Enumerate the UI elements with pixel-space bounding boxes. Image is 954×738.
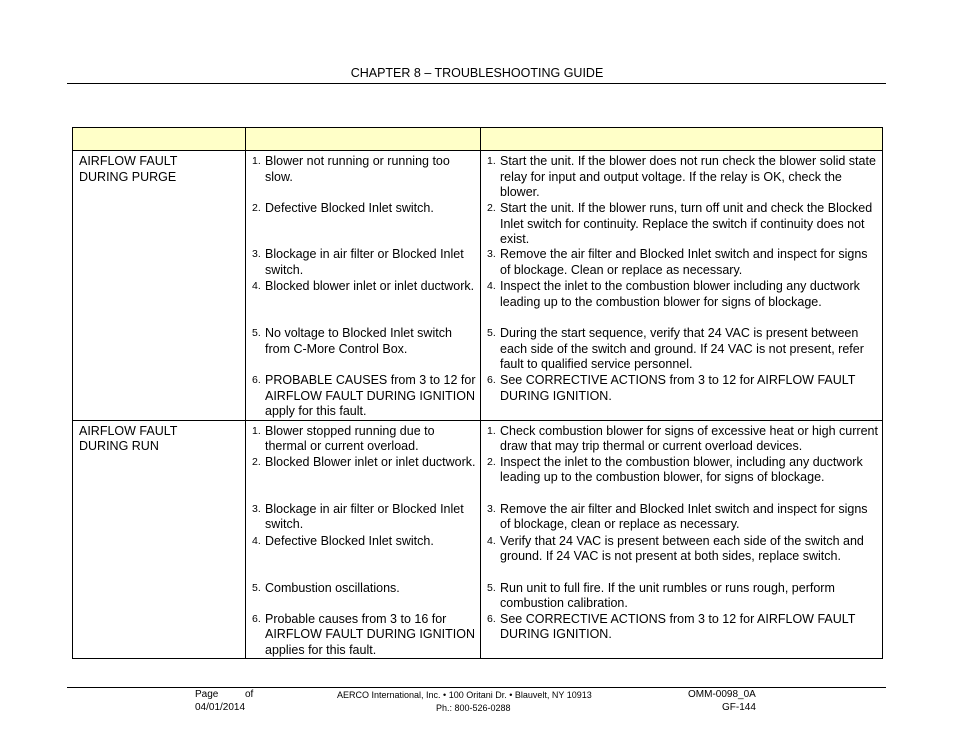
item-text: During the start sequence, verify that 24 VAC is present between each side of the switch and ground. If 24 VAC is not present, refer fault to qualified service personnel. xyxy=(500,326,864,371)
item-text: Defective Blocked Inlet switch. xyxy=(265,533,434,548)
item-number: 2. xyxy=(252,202,261,214)
footer-doc-code: GF-144 xyxy=(722,702,756,713)
item-number: 4. xyxy=(252,534,261,547)
item-number: 2. xyxy=(487,455,496,468)
footer-page-label: Page xyxy=(195,689,219,700)
item-number: 3. xyxy=(487,502,496,515)
footer-of-label: of xyxy=(245,689,254,700)
item-text: Start the unit. If the blower runs, turn off unit and check the Blocked Inlet switch for continuity. Replace the switch if continuity does not exist. xyxy=(500,201,873,246)
action-item xyxy=(487,247,878,278)
footer-date: 04/01/2014 xyxy=(195,702,246,713)
corrective-actions-cell xyxy=(481,420,883,659)
cause-item xyxy=(252,326,476,373)
footer-phone: Ph.: 800-526-0288 xyxy=(436,703,511,713)
item-number: 4. xyxy=(487,534,496,547)
action-item xyxy=(487,455,878,502)
cause-item xyxy=(252,373,476,420)
item-text: Run unit to full fire. If the unit rumbles or runs rough, perform combustion calibration. xyxy=(500,580,835,610)
cause-item xyxy=(252,581,476,612)
action-item xyxy=(487,612,878,643)
item-number: 6. xyxy=(252,612,261,625)
item-text: Start the unit. If the blower does not run check the blower solid state relay for input and output voltage. If the relay is OK, check the blower. xyxy=(500,154,876,199)
item-text: Blockage in air filter or Blocked Inlet switch. xyxy=(265,247,464,277)
fault-name-line: AIRFLOW FAULT xyxy=(79,423,178,438)
cause-item xyxy=(252,612,476,659)
item-number: 1. xyxy=(252,424,261,437)
item-number: 3. xyxy=(252,248,261,260)
cause-item xyxy=(252,424,476,455)
item-text: Blockage in air filter or Blocked Inlet switch. xyxy=(265,501,464,531)
action-item xyxy=(487,279,878,326)
fault-cell xyxy=(73,151,246,421)
item-text: Verify that 24 VAC is present between each side of the switch and ground. If 24 VAC is not present at both sides, replace switch. xyxy=(500,533,864,563)
item-text: No voltage to Blocked Inlet switch from C-More Control Box. xyxy=(265,326,452,356)
troubleshooting-table xyxy=(72,127,883,659)
item-number: 2. xyxy=(487,202,496,214)
table-row xyxy=(73,151,883,421)
cause-item xyxy=(252,502,476,533)
item-number: 5. xyxy=(487,327,496,339)
item-text: Inspect the inlet to the combustion blower, including any ductwork leading up to the combustion blower, for signs of blockage. xyxy=(500,454,863,484)
item-text: Check combustion blower for signs of excessive heat or high current draw that may trip thermal or current overload devices. xyxy=(500,423,878,453)
cause-item xyxy=(252,534,476,581)
item-text: Inspect the inlet to the combustion blower including any ductwork leading up to the combustion blower for signs of blockage. xyxy=(500,279,860,309)
item-number: 6. xyxy=(487,374,496,386)
action-item xyxy=(487,373,878,404)
item-number: 5. xyxy=(252,581,261,594)
action-item xyxy=(487,201,878,247)
table-row xyxy=(73,420,883,659)
item-number: 5. xyxy=(487,581,496,594)
item-text: Combustion oscillations. xyxy=(265,580,400,595)
item-text: Blocked Blower inlet or inlet ductwork. xyxy=(265,454,476,469)
header-cell-causes xyxy=(246,128,481,151)
item-text: Remove the air filter and Blocked Inlet switch and inspect for signs of blockage. Clean or replace as necessary. xyxy=(500,247,868,277)
footer-doc-number: OMM-0098_0A xyxy=(688,689,756,700)
item-text: Blocked blower inlet or inlet ductwork. xyxy=(265,279,475,293)
item-number: 4. xyxy=(252,280,261,292)
item-text: Defective Blocked Inlet switch. xyxy=(265,201,434,215)
page-header-title: CHAPTER 8 – TROUBLESHOOTING GUIDE xyxy=(350,66,604,80)
item-number: 4. xyxy=(487,280,496,292)
item-number: 1. xyxy=(487,424,496,437)
action-item xyxy=(487,534,878,581)
corrective-actions-cell xyxy=(481,151,883,421)
cause-item xyxy=(252,247,476,278)
item-number: 2. xyxy=(252,455,261,468)
footer-company-address: AERCO International, Inc. • 100 Oritani Dr. • Blauvelt, NY 10913 xyxy=(337,690,592,700)
item-text: PROBABLE CAUSES from 3 to 12 for AIRFLOW FAULT DURING IGNITION apply for this fault. xyxy=(265,373,476,418)
fault-cell xyxy=(73,420,246,659)
fault-name-line: DURING PURGE xyxy=(79,169,177,184)
item-number: 6. xyxy=(487,612,496,625)
cause-item xyxy=(252,201,476,247)
item-text: See CORRECTIVE ACTIONS from 3 to 12 for AIRFLOW FAULT DURING IGNITION. xyxy=(500,373,856,403)
action-item xyxy=(487,581,878,612)
cause-item xyxy=(252,154,476,185)
footer-divider xyxy=(67,687,886,688)
action-item xyxy=(487,502,878,533)
header-cell-fault xyxy=(73,128,246,151)
item-number: 6. xyxy=(252,374,261,386)
cause-item xyxy=(252,455,476,502)
item-text: See CORRECTIVE ACTIONS from 3 to 12 for AIRFLOW FAULT DURING IGNITION. xyxy=(500,611,856,641)
item-text: Blower stopped running due to thermal or current overload. xyxy=(265,423,435,453)
table-header-row xyxy=(73,128,883,151)
fault-name-line: DURING RUN xyxy=(79,439,159,453)
cause-item xyxy=(252,279,476,326)
item-number: 3. xyxy=(487,248,496,260)
action-item xyxy=(487,326,878,373)
item-number: 3. xyxy=(252,502,261,515)
item-number: 1. xyxy=(487,155,496,167)
item-number: 5. xyxy=(252,327,261,339)
header-divider xyxy=(67,83,886,84)
action-item xyxy=(487,424,878,455)
probable-causes-cell xyxy=(246,420,481,659)
probable-causes-cell xyxy=(246,151,481,421)
item-text: Remove the air filter and Blocked Inlet switch and inspect for signs of blockage, clean or replace as necessary. xyxy=(500,501,868,531)
fault-name-line: AIRFLOW FAULT xyxy=(79,154,178,168)
header-cell-actions xyxy=(481,128,883,151)
item-text: Blower not running or running too slow. xyxy=(265,154,450,184)
item-text: Probable causes from 3 to 16 for AIRFLOW FAULT DURING IGNITION applies for this fault. xyxy=(265,611,475,657)
item-number: 1. xyxy=(252,155,261,167)
action-item xyxy=(487,154,878,201)
